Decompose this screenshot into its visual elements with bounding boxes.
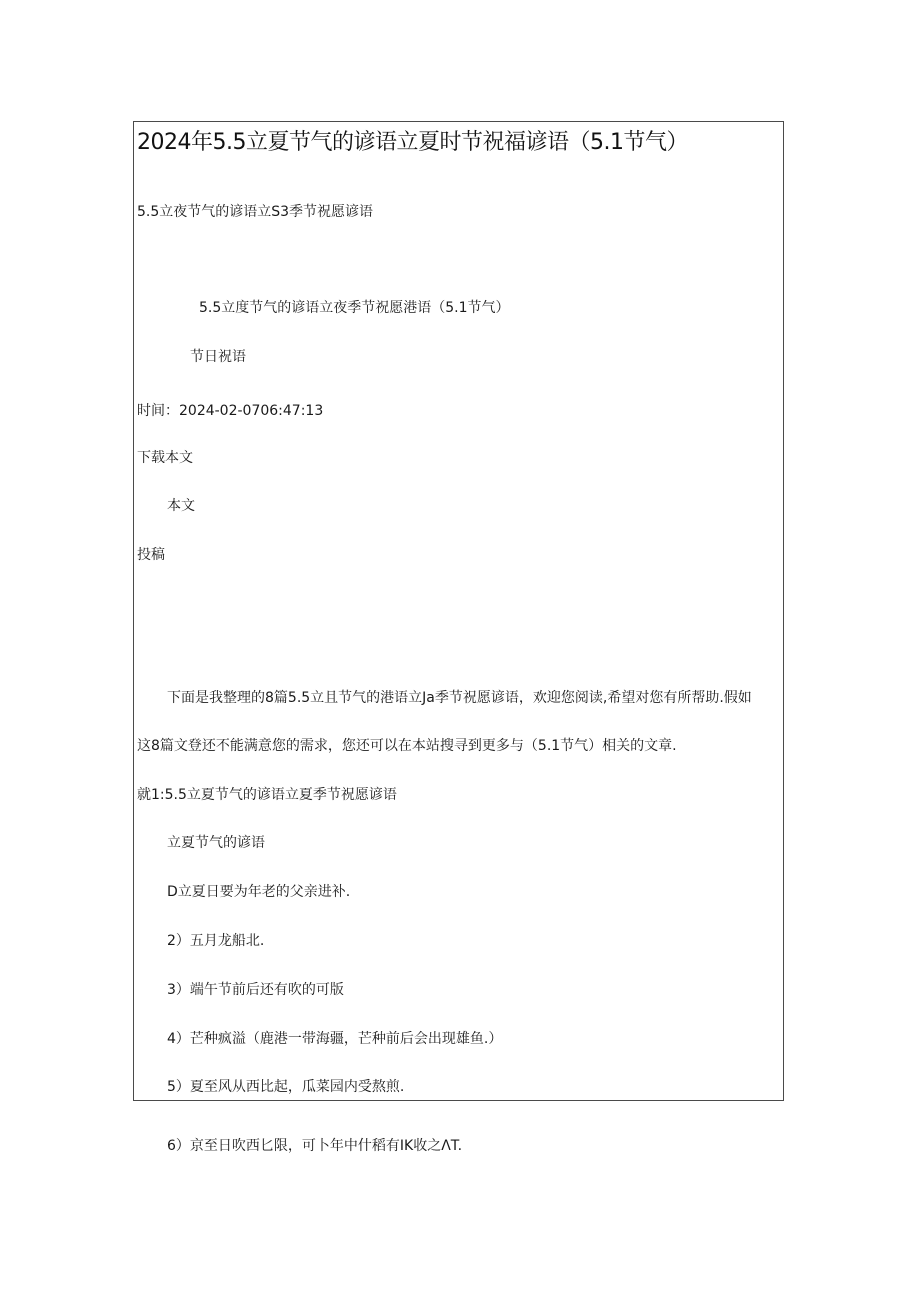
article-header-line: 5.5立度节气的谚语立夜季节祝愿港语（5.1节气） bbox=[199, 300, 510, 316]
intro-paragraph-line-2: 这8篇文登还不能满意您的需求，您还可以在本站搜寻到更多与（5.1节气）相关的文章. bbox=[137, 738, 677, 754]
list-item: 2）五月龙船北. bbox=[167, 933, 265, 949]
this-article-link[interactable]: 本文 bbox=[167, 498, 195, 514]
document-title: 2024年5.5立夏节气的谚语立夏时节祝福谚语（5.1节气） bbox=[137, 130, 688, 155]
subheading: 立夏节气的谚语 bbox=[167, 835, 265, 851]
section-heading-1: 就1:5.5立夏节气的谚语立夏季节祝愿谚语 bbox=[137, 787, 397, 803]
page-border bbox=[133, 121, 784, 1101]
intro-paragraph-line-1: 下面是我整理的8篇5.5立且节气的港语立Ja季节祝愿谚语，欢迎您阅读,希望对您有所帮助.假如 bbox=[167, 690, 752, 706]
list-item: 5）夏至风从西比起，瓜菜园内受熬煎. bbox=[167, 1079, 405, 1095]
list-item: 4）芒种疯溢（鹿港一带海疆，芒种前后会出现雄鱼.） bbox=[167, 1031, 503, 1047]
list-item: D立夏日要为年老的父亲进补. bbox=[167, 884, 351, 900]
submit-link[interactable]: 投稿 bbox=[137, 547, 165, 563]
timestamp bbox=[137, 402, 323, 420]
category-label: 节日祝语 bbox=[190, 349, 246, 365]
list-item: 6）京至日吹西匕限，可卜年中什稻有IK收之ΛT. bbox=[167, 1138, 463, 1154]
download-link[interactable]: 下载本文 bbox=[137, 450, 193, 466]
list-item: 3）端午节前后还有吹的可版 bbox=[167, 982, 344, 998]
time-value: 2024-02-0706:47:13 bbox=[179, 403, 324, 419]
time-label: 时间： bbox=[137, 403, 179, 419]
document-subtitle: 5.5立夜节气的谚语立S3季节祝愿谚语 bbox=[137, 204, 374, 220]
